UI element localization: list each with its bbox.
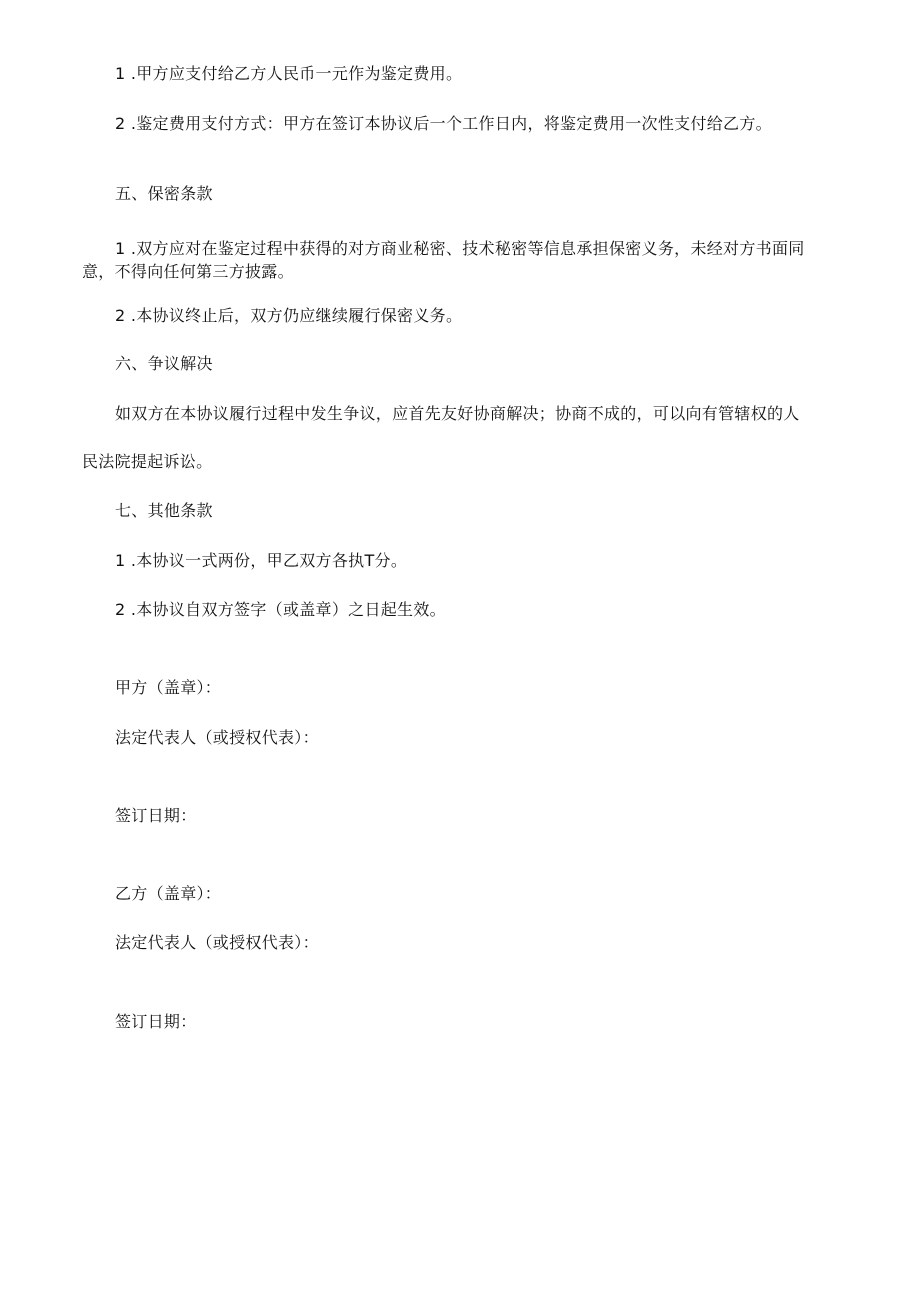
other-clause-1: 1 .本协议一式两份，甲乙双方各执T分。 — [115, 551, 408, 570]
confidentiality-clause-2: 2 .本协议终止后，双方仍应继续履行保密义务。 — [115, 306, 463, 325]
party-a-representative: 法定代表人（或授权代表）： — [115, 728, 319, 747]
party-b-seal: 乙方（盖章）： — [115, 884, 222, 903]
other-clause-2: 2 .本协议自双方签字（或盖章）之日起生效。 — [115, 600, 446, 619]
confidentiality-clause-1: 1 .双方应对在鉴定过程中获得的对方商业秘密、技术秘密等信息承担保密义务，未经对方书面同 — [115, 239, 805, 258]
party-b-date: 签订日期： — [115, 1012, 197, 1031]
section-heading-other: 七、其他条款 — [115, 501, 213, 520]
section-heading-dispute: 六、争议解决 — [115, 354, 213, 373]
dispute-clause: 如双方在本协议履行过程中发生争议，应首先友好协商解决；协商不成的，可以向有管辖权的人 — [115, 404, 800, 423]
fee-clause-2: 2 .鉴定费用支付方式：甲方在签订本协议后一个工作日内，将鉴定费用一次性支付给乙方。 — [115, 114, 772, 133]
fee-clause-1: 1 .甲方应支付给乙方人民币一元作为鉴定费用。 — [115, 64, 463, 83]
party-a-date: 签订日期： — [115, 806, 197, 825]
dispute-clause-cont: 民法院提起诉讼。 — [82, 452, 213, 471]
party-a-seal: 甲方（盖章）： — [115, 678, 222, 697]
section-heading-confidentiality: 五、保密条款 — [115, 184, 213, 203]
party-b-representative: 法定代表人（或授权代表）： — [115, 933, 319, 952]
confidentiality-clause-1-cont: 意，不得向任何第三方披露。 — [82, 262, 294, 281]
